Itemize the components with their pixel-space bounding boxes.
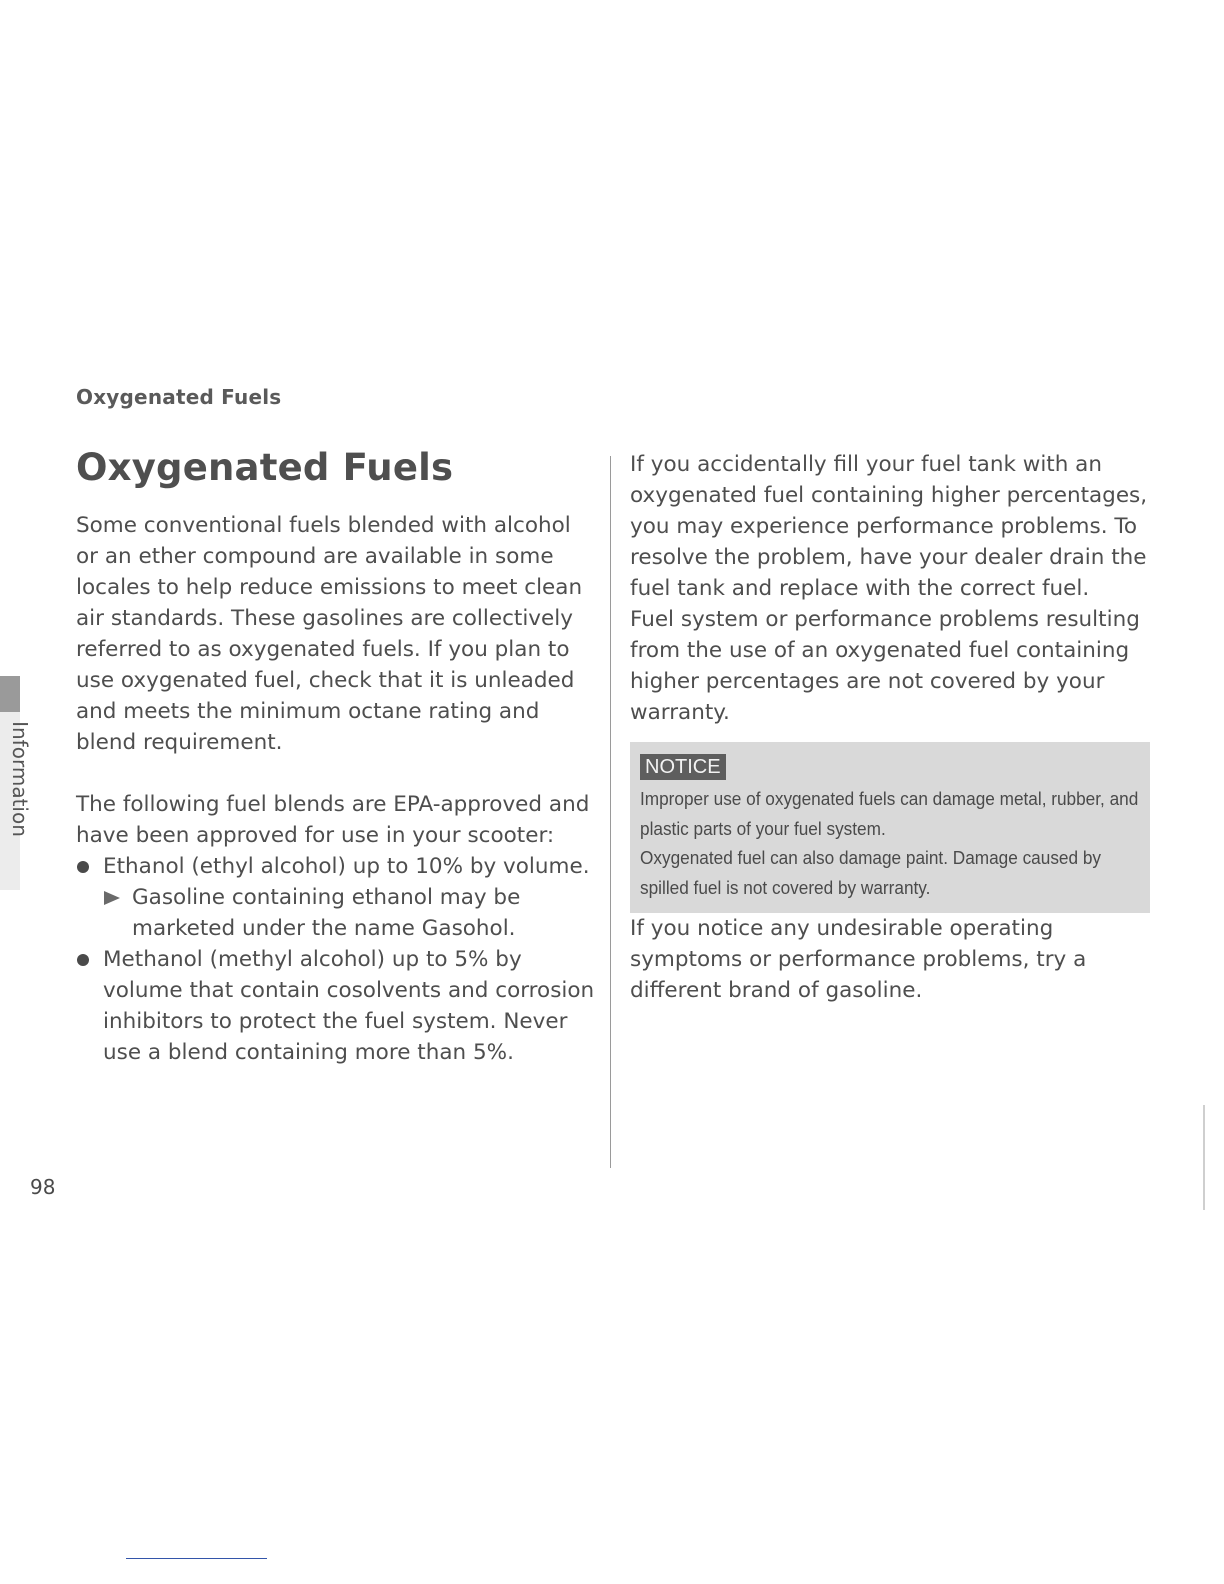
- notice-text-damage: Improper use of oxygenated fuels can damage metal, rubber, and plastic parts of your fuel system.: [640, 788, 1139, 839]
- page-title: Oxygenated Fuels: [76, 446, 454, 489]
- running-header: Oxygenated Fuels: [76, 385, 282, 409]
- notice-text-paint: Oxygenated fuel can also damage paint. Damage caused by spilled fuel is not covered by warranty.: [640, 847, 1102, 898]
- right-column: [630, 449, 1160, 1006]
- left-column: [76, 510, 596, 1068]
- section-tab-label: Information: [8, 721, 32, 837]
- blend-methanol-text: Methanol (methyl alcohol) up to 5% by volume that contain cosolvents and corrosion inhibitors to protect the fuel system. Never use a blend containing more than 5%.: [103, 947, 595, 1065]
- warranty-paragraph: Fuel system or performance problems resulting from the use of an oxygenated fuel containing higher percentages are not covered by your warranty.: [630, 607, 1140, 725]
- blend-ethanol-text: Ethanol (ethyl alcohol) up to 10% by volume.: [103, 854, 590, 879]
- page-number: 98: [30, 1175, 56, 1199]
- bottom-rule: [126, 1558, 267, 1559]
- blend-ethanol-note-text: Gasoline containing ethanol may be marketed under the name Gasohol.: [132, 885, 521, 941]
- page-edge-shadow: [1203, 1105, 1205, 1210]
- list-item: [76, 851, 596, 944]
- symptoms-paragraph: If you notice any undesirable operating symptoms or performance problems, try a different brand of gasoline.: [630, 916, 1087, 1003]
- notice-box: [630, 742, 1150, 913]
- fuel-blend-list: [76, 851, 596, 1068]
- accidental-fill-paragraph: If you accidentally fill your fuel tank with an oxygenated fuel containing higher percentages, you may experience performance problems. To resolve the problem, have your dealer drain the fuel tank and replace with the correct fuel.: [630, 452, 1148, 601]
- blends-intro-paragraph: The following fuel blends are EPA-approved and have been approved for use in your scooter:: [76, 792, 590, 848]
- bullet-icon: [77, 861, 89, 873]
- bullet-icon: [77, 954, 89, 966]
- column-divider: [610, 456, 611, 1168]
- notice-label: NOTICE: [640, 754, 726, 780]
- intro-paragraph: Some conventional fuels blended with alcohol or an ether compound are available in some locales to help reduce emissions to meet clean air standards. These gasolines are collectively referred to as oxygenated fuels. If you plan to use oxygenated fuel, check that it is unleaded and meets the minimum octane rating and blend requirement.: [76, 513, 583, 755]
- list-item: [76, 944, 596, 1068]
- blend-ethanol-note: [103, 882, 596, 944]
- arrow-right-icon: [104, 891, 120, 905]
